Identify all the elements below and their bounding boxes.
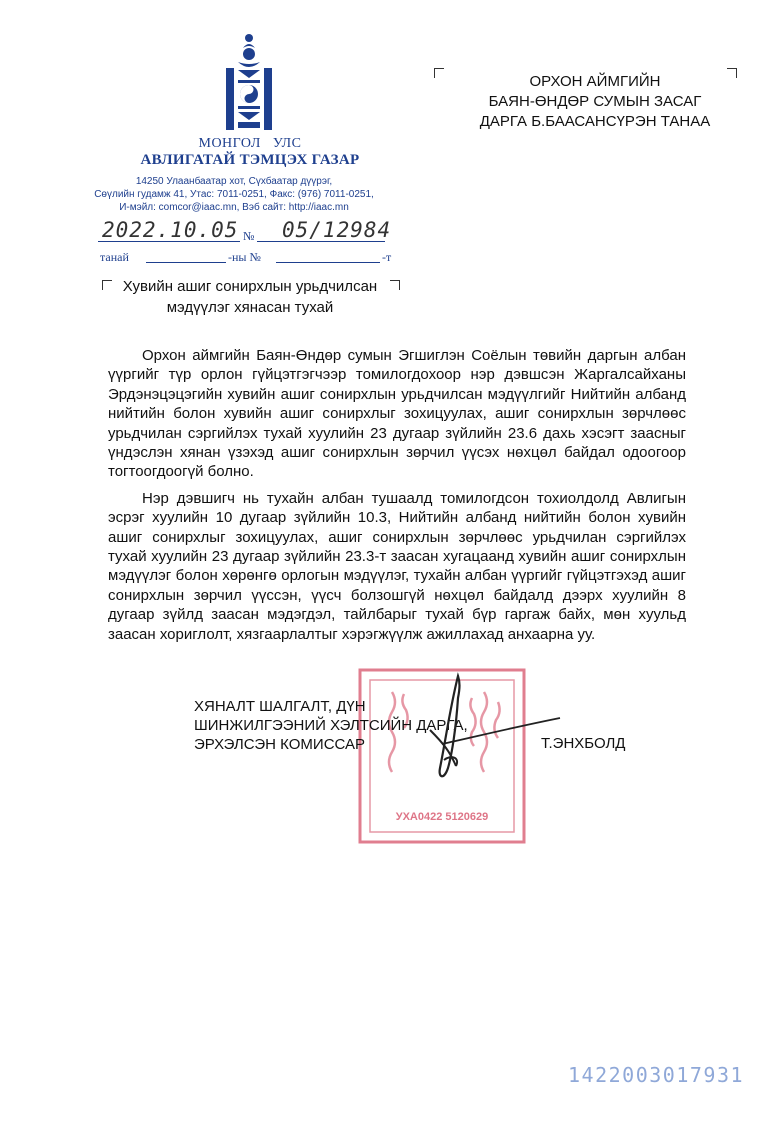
document-id: 1422003017931 <box>568 1063 745 1087</box>
addressee-corner-left <box>434 68 444 78</box>
signatory-name: Т.ЭНХБОЛД <box>541 735 626 752</box>
addressee <box>450 72 740 132</box>
letter-date: 2022.10.05 <box>102 218 239 242</box>
number-underline <box>257 241 385 242</box>
org-country: МОНГОЛ УЛС <box>198 136 302 151</box>
signatory-title-line-3: ЭРХЭЛСЭН КОМИССАР <box>194 736 366 753</box>
subject-line-1: Хувийн ашиг сонирхлын урьдчилсан <box>122 278 378 295</box>
contact-phone: Сөүлийн гудамж 41, Утас: 7011-0251, Факс: (976) 7011-0251, <box>94 189 374 200</box>
contact-address: 14250 Улаанбаатар хот, Сүхбаатар дүүрэг, <box>135 176 333 187</box>
your-ref-number-label: -ны № <box>228 250 261 264</box>
contact-web: И-мэйл: comcor@iaac.mn, Вэб сайт: http://iaac.mn <box>119 202 349 213</box>
subject <box>100 276 400 318</box>
handwritten-signature <box>400 668 570 788</box>
soyombo-emblem <box>222 30 276 136</box>
your-ref-number-underline <box>276 262 380 263</box>
signatory-title-line-2: ШИНЖИЛГЭЭНИЙ ХЭЛТСИЙН ДАРГА, <box>194 717 468 734</box>
org-name: АВЛИГАТАЙ ТЭМЦЭХ ГАЗАР <box>140 152 360 168</box>
signatory-title-line-1: ХЯНАЛТ ШАЛГАЛТ, ДҮН <box>194 698 366 715</box>
date-underline <box>98 241 240 242</box>
addressee-line-3: ДАРГА Б.БААСАНСҮРЭН ТАНАА <box>479 113 711 130</box>
letter-number: 05/12984 <box>282 218 392 242</box>
your-ref-underline <box>146 262 226 263</box>
body-paragraph: Орхон аймгийн Баян-Өндөр сумын Эгшиглэн Соёлын төвийн даргын албан үүргийг түр орлон гүйцэтгэгчээр томилогдохоор нэр дэвшсэн Жаргалсайханы Эрдэнэцэцэгийн хувийн ашиг сонирхлын урьдчилсан мэдүүлгийг Нийтийн албанд нийтийн болон хувийн ашиг сонирхлыг зохицуулах, ашиг сонирхлын зөрчлөөс урьдчилан сэргийлэх тухай хуулийн 23 дугаар зүйлийн 23.6 дахь хэсэгт заасныг үндэслэн хянан үзэхэд ашиг сонирхлын зөрчил үүсэх нөхцөл байдал одоогоор тогтоогдоогүй болно. <box>108 347 686 481</box>
org-contact <box>84 175 384 214</box>
stamp-code: УХА0422 5120629 <box>395 811 489 823</box>
letter-body <box>108 346 686 651</box>
subject-line-2: мэдүүлэг хянасан тухай <box>166 299 334 316</box>
addressee-line-2: БАЯН-ӨНДӨР СУМЫН ЗАСАГ <box>488 93 702 110</box>
your-ref-to-label: -т <box>382 250 392 264</box>
number-label: № <box>243 229 255 243</box>
your-ref-label: танай <box>100 250 129 264</box>
body-paragraph: Нэр дэвшигч нь тухайн албан тушаалд томилогдсон тохиолдолд Авлигын эсрэг хуулийн 10 дугаар зүйлийн 10.3, Нийтийн албанд нийтийн болон хувийн ашиг сонирхлыг зохицуулах, ашиг сонирхлын зөрчлөөс урьдчилан сэргийлэх тухай хуулийн 23 дугаар зүйлийн 23.3-т заасан хугацаанд хувийн ашиг сонирхлын мэдүүлэг болон хөрөнгө орлогын мэдүүлэг, тухайн албан үүргийг гүйцэтгэхэд ашиг сонирхлын зөрчил үүссэн, үүсч болзошгүй нөхцөл байдалд дээрх хуулийн 8 дугаар зүйлд заасан мэдэгдэл, тайлбарыг тухай бүр гаргаж байх, мөн хуульд заасан хориглолт, хязгаарлалтыг хэрэгжүүлж ажиллахад анхаарна уу. <box>108 489 686 643</box>
addressee-line-1: ОРХОН АЙМГИЙН <box>529 73 661 90</box>
